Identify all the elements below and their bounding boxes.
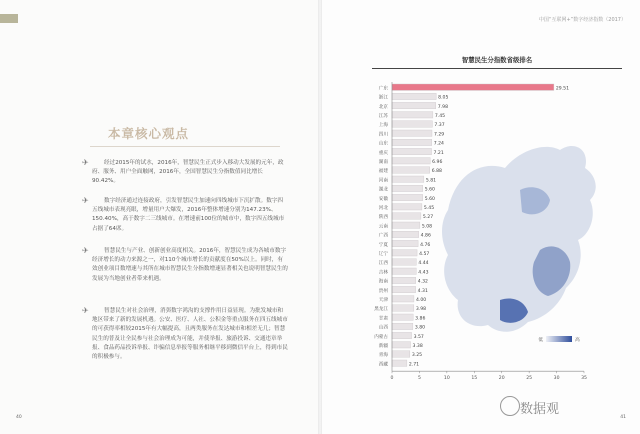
- bar: [392, 296, 414, 302]
- category-label: 浙江: [378, 95, 388, 101]
- paragraph-4: 智慧民生对社会治理，消弭数字鸿沟的支撑作用日益显现。为批发城市和地区带来了新的发展机遇。公安、医疗、人社、公积金等重点服务在四五线城市的可获得率相较2015年有大幅提高，且两类服务在发达城市和相差无几；智慧民生的普及让全民参与社会治理成为可能，并使举报、旅游投诉、交通违章举报、食品药品投诉举报、诈骗信息举报等服务相继平移到微信平台上，得到市民的积极参与。: [92, 308, 288, 361]
- value-label: 7.45: [434, 114, 446, 119]
- value-label: 3.57: [413, 334, 424, 340]
- pin-icon: ✈: [82, 196, 89, 205]
- category-label: 河南: [378, 178, 388, 184]
- bar: [392, 268, 416, 274]
- pin-icon: ✈: [82, 306, 89, 315]
- x-tick-label: 35: [581, 376, 587, 382]
- bar: [392, 351, 410, 357]
- watermark-text: 数据观: [520, 402, 560, 417]
- value-label: 2.71: [408, 362, 420, 368]
- value-label: 8.05: [438, 95, 449, 101]
- value-label: 3.80: [414, 325, 426, 331]
- value-label: 6.88: [431, 169, 442, 175]
- category-label: 宁夏: [378, 242, 388, 248]
- value-label: 6.96: [432, 160, 443, 165]
- bar: [392, 360, 407, 366]
- bar: [392, 323, 413, 329]
- bar: [392, 130, 432, 136]
- bar: [392, 222, 420, 228]
- value-label: 5.60: [424, 187, 435, 193]
- category-label: 云南: [378, 224, 388, 230]
- bar: [392, 194, 423, 200]
- paragraph-2: 数字经济通过连接政府，引发智慧民生加速向四线城市下沉扩散。数字四五线城市表现亮眼，增量用户大爆发，2016年整体增速分别为147.23%、150.40%，高于数字二三线城市。在增速前100位的城市中，数字四五线城市占据了64席。: [92, 198, 285, 232]
- bar: [392, 121, 432, 127]
- legend-high-label: 高: [575, 338, 580, 343]
- page-number-left: 40: [16, 415, 22, 420]
- category-label: 天津: [378, 298, 388, 303]
- bar: [392, 102, 436, 108]
- x-tick-label: 0: [390, 376, 394, 382]
- category-label: 广西: [378, 233, 388, 239]
- value-label: 3.86: [415, 316, 426, 322]
- bar: [392, 286, 416, 292]
- category-label: 山西: [378, 325, 388, 331]
- value-label: 7.98: [437, 104, 449, 110]
- bar: [392, 148, 432, 154]
- value-label: 29.51: [555, 86, 570, 92]
- bar: [392, 240, 418, 246]
- category-label: 福建: [378, 169, 388, 175]
- pin-icon: ✈: [82, 246, 89, 255]
- bar: [392, 112, 433, 118]
- category-label: 北京: [378, 104, 388, 110]
- legend-color-scale: [546, 336, 572, 342]
- category-label: 山东: [378, 141, 388, 147]
- category-label: 江苏: [378, 114, 388, 119]
- x-tick-label: 30: [553, 376, 560, 382]
- category-label: 上海: [378, 123, 388, 129]
- wechat-icon: [500, 396, 520, 416]
- category-label: 吉林: [378, 270, 388, 276]
- value-label: 5.45: [423, 206, 435, 211]
- value-label: 7.37: [434, 123, 445, 129]
- value-label: 4.31: [417, 288, 428, 294]
- value-label: 4.76: [420, 242, 431, 248]
- section-title: 本章核心观点: [108, 126, 190, 141]
- bar: [392, 259, 416, 265]
- x-tick-label: 10: [443, 376, 450, 382]
- value-label: 5.60: [424, 196, 435, 202]
- bar: [392, 250, 417, 256]
- bar: [392, 139, 432, 145]
- x-tick-label: 15: [471, 376, 478, 382]
- value-label: 3.98: [415, 307, 427, 313]
- value-label: 7.24: [433, 141, 444, 147]
- running-header: 中国“互联网+”数字经济指数（2017）: [538, 17, 626, 23]
- bar: [392, 305, 414, 311]
- x-tick-label: 20: [498, 376, 505, 382]
- bar: [392, 158, 430, 164]
- paragraph-1: 经过2015年的试水，2016年，智慧民生正式步入移动大发展的元年，政府、服务、用户全面触网，2016年，全国智慧民生分指数值同比增长90.42%。: [92, 160, 284, 185]
- category-label: 安徽: [378, 196, 388, 202]
- chart-title: 智慧民生分指数省级排名: [461, 56, 533, 64]
- category-label: 内蒙古: [374, 334, 388, 340]
- bar: [392, 231, 419, 237]
- category-label: 黑龙江: [374, 307, 388, 313]
- value-label: 4.00: [415, 298, 427, 303]
- bar: [392, 185, 423, 191]
- x-tick-label: 5: [417, 376, 421, 382]
- pin-icon: ✈: [82, 158, 89, 167]
- value-label: 7.29: [433, 132, 445, 138]
- legend-low-label: 低: [538, 338, 543, 343]
- value-label: 4.43: [418, 270, 429, 276]
- category-label: 贵州: [378, 288, 388, 294]
- category-label: 广东: [378, 86, 388, 92]
- value-label: 3.38: [412, 344, 423, 349]
- category-label: 重庆: [378, 150, 388, 156]
- bar: [392, 332, 412, 338]
- legend: [538, 336, 580, 343]
- bar: [392, 204, 422, 210]
- category-label: 江西: [378, 261, 388, 267]
- value-label: 4.57: [419, 252, 430, 257]
- value-label: 7.21: [433, 150, 444, 156]
- category-label: 陕西: [378, 215, 388, 221]
- value-label: 3.25: [411, 353, 423, 359]
- category-label: 湖南: [378, 160, 388, 165]
- value-label: 5.08: [421, 224, 433, 230]
- value-label: 5.27: [422, 215, 434, 221]
- paragraph-3: 智慧民生与产业、创新创业高度相关。2016年，智慧民生成为各城市数字经济增长的动力来源之一，对110个城市增长的贡献度在50%以上。同时，有效创业项目数增速与其所在城市智慧民生分指数增速显著相关也说明智慧民生的发展为当地创业者带来机遇。: [92, 248, 288, 282]
- category-label: 四川: [378, 132, 388, 138]
- value-label: 4.86: [420, 233, 431, 239]
- bar: [392, 84, 554, 90]
- bar: [392, 167, 430, 173]
- value-label: 5.81: [425, 178, 437, 184]
- value-label: 4.44: [418, 261, 429, 267]
- x-tick-label: 25: [526, 376, 533, 382]
- category-label: 河北: [378, 206, 388, 211]
- page-number-right: 41: [620, 415, 626, 420]
- category-label: 新疆: [378, 344, 388, 349]
- china-map-silhouette: [442, 146, 596, 332]
- category-label: 湖北: [378, 187, 388, 193]
- bar: [392, 314, 413, 320]
- bar: [392, 277, 416, 283]
- category-label: 青海: [378, 353, 388, 359]
- bar: [392, 176, 424, 182]
- bar: [392, 342, 411, 348]
- bar: [392, 213, 421, 219]
- category-label: 甘肃: [378, 316, 388, 322]
- value-label: 4.32: [417, 279, 428, 285]
- category-label: 海南: [378, 279, 388, 285]
- category-label: 辽宁: [378, 252, 388, 257]
- bar: [392, 93, 436, 99]
- category-label: 西藏: [378, 362, 388, 368]
